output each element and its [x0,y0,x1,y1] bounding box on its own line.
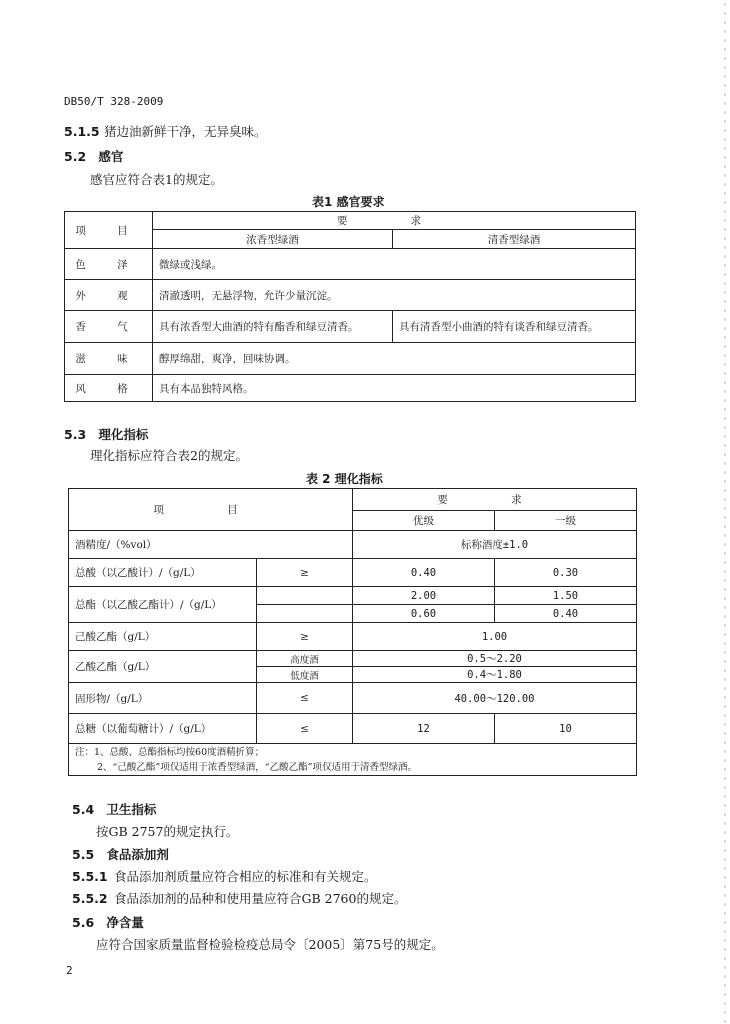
table2-total-sugar-premium: 12 [353,714,495,744]
table1-row-label: 滋 味 [65,343,153,375]
table2-ethyl-acetate-high-value: 0.5～2.20 [353,651,637,667]
section-title: 卫生指标 [106,802,157,817]
table2-ethyl-acetate-high-label: 高度酒 [257,651,353,667]
table2-alcohol-value: 标称酒度±1.0 [353,531,637,559]
table2-ethyl-hexanoate-label: 己酸乙酯（g/L） [69,623,257,651]
table2-ethyl-hexanoate-value: 1.00 [353,623,637,651]
section-number: 5.2 [64,149,87,164]
table2-total-ester-grade1-low: 0.40 [495,605,637,623]
table2-solids-op: ≤ [257,683,353,714]
table2-note-2: 2、“己酸乙酯”项仅适用于浓香型绿酒，“乙酸乙酯”项仅适用于清香型绿酒。 [97,761,417,773]
table1-row-label: 风 格 [65,375,153,402]
table2-ethyl-acetate-label: 乙酸乙酯（g/L） [69,651,257,683]
table1-req-header: 要 求 [153,212,636,230]
table2-total-ester-grade1-high: 1.50 [495,587,637,605]
table2-solids-value: 40.00～120.00 [353,683,637,714]
table2-total-ester-sub-empty [257,587,353,605]
table-sensory [64,211,636,402]
scan-edge [722,0,728,1024]
table2-alcohol-label: 酒精度/（%vol） [69,531,353,559]
section-title: 感官 [98,149,124,164]
section-title: 净含量 [106,915,144,930]
table1-item-header: 项 目 [65,212,153,249]
table1-row-value-light: 具有清香型小曲酒的特有谈香和绿豆清香。 [393,311,636,343]
table2-total-acid-grade1: 0.30 [495,559,637,587]
section-5-6-heading [72,913,144,931]
section-5-4-heading [72,800,156,818]
table2-total-acid-op: ≥ [257,559,353,587]
table1-row-value-strong: 具有浓香型大曲酒的特有酯香和绿豆清香。 [153,311,393,343]
table-physicochemical [68,488,637,776]
section-5-6-text: 应符合国家质量监督检验检疫总局令〔2005〕第75号的规定。 [96,937,444,952]
table2-total-sugar-label: 总糖（以葡萄糖计）/（g/L） [69,714,257,744]
table1-row-label: 色 泽 [65,249,153,280]
table2-note-1: 注：1、总酸、总酯指标均按60度酒精折算； [75,746,265,758]
section-5-3-text: 理化指标应符合表2的规定。 [90,448,248,463]
section-number: 5.6 [72,915,95,930]
clause-5-5-1 [72,867,377,885]
section-number: 5.4 [72,802,95,817]
table2-ethyl-hexanoate-op: ≥ [257,623,353,651]
table2-col-premium: 优级 [353,511,495,531]
table1-col-light: 清香型绿酒 [393,230,636,249]
section-5-4-text: 按GB 2757的规定执行。 [96,824,239,839]
clause-number: 5.5.1 [72,869,108,884]
table2-total-ester-premium-low: 0.60 [353,605,495,623]
table2-col-grade1: 一级 [495,511,637,531]
table1-title: 表1 感官要求 [312,195,385,209]
clause-5-5-2 [72,889,406,907]
table2-solids-label: 固形物/（g/L） [69,683,257,714]
section-number: 5.3 [64,427,87,442]
clause-number: 5.1.5 [64,124,100,139]
table2-total-ester-premium-high: 2.00 [353,587,495,605]
clause-text: 食品添加剂的品种和使用量应符合GB 2760的规定。 [113,891,407,906]
table1-row-value: 醇厚绵甜，爽净，回味协调。 [153,343,636,375]
clause-text: 猪边油新鲜干净，无异臭味。 [103,124,267,139]
table1-col-strong: 浓香型绿酒 [153,230,393,249]
clause-number: 5.5.2 [72,891,108,906]
table1-row-value: 微绿或浅绿。 [153,249,636,280]
section-title: 食品添加剂 [106,847,169,862]
page-number: 2 [66,964,73,977]
clause-text: 食品添加剂质量应符合相应的标准和有关规定。 [113,869,377,884]
table2-total-sugar-grade1: 10 [495,714,637,744]
table1-row-value: 清澈透明，无悬浮物，允许少量沉淀。 [153,280,636,311]
section-number: 5.5 [72,847,95,862]
table2-total-ester-label: 总酯（以乙酸乙酯计）/（g/L） [69,587,257,623]
table2-total-acid-label: 总酸（以乙酸计）/（g/L） [69,559,257,587]
table1-row-label: 外 观 [65,280,153,311]
table2-total-ester-sub-empty [257,605,353,623]
section-5-2-text: 感官应符合表1的规定。 [90,172,223,187]
section-5-2-heading [64,147,123,165]
table2-total-sugar-op: ≤ [257,714,353,744]
table1-row-value: 具有本品独特风格。 [153,375,636,402]
table2-ethyl-acetate-low-value: 0.4～1.80 [353,667,637,683]
clause-5-1-5 [64,122,267,140]
table2-title: 表 2 理化指标 [306,472,383,486]
section-title: 理化指标 [98,427,149,442]
standard-code: DB50/T 328-2009 [64,95,164,108]
table2-ethyl-acetate-low-label: 低度酒 [257,667,353,683]
table1-row-label: 香 气 [65,311,153,343]
section-5-5-heading [72,845,169,863]
section-5-3-heading [64,425,148,443]
table2-notes [69,744,637,776]
table2-total-acid-premium: 0.40 [353,559,495,587]
table2-req-header: 要 求 [353,489,637,511]
table2-item-header: 项 目 [69,489,353,531]
